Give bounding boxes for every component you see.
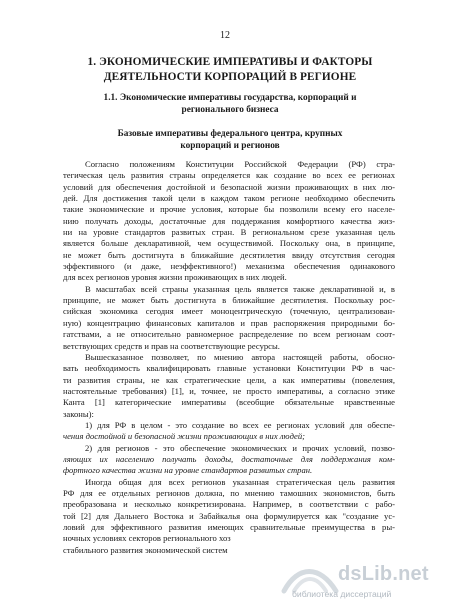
text-line: 2) для регионов - это обеспечение экономических и прочих условий, позво- bbox=[85, 442, 395, 453]
watermark bbox=[292, 563, 429, 600]
text-line: ветствующих средств и прав на соответствующие ресурсы. bbox=[63, 340, 280, 351]
text-line: законы): bbox=[63, 408, 94, 419]
page-number: 12 bbox=[220, 30, 230, 41]
text-line: принципе, не может быть достигнута в ближайшие десятилетия. Поскольку рос- bbox=[63, 295, 395, 306]
watermark-subtitle: библиотека диссертаций bbox=[292, 589, 392, 599]
text-line: 1) для РФ в целом - это создание во всех ее регионах условий для обеспе- bbox=[85, 419, 395, 430]
text-line: эффективного (и даже, неэффективного!) механизма обеспечения одинакового bbox=[63, 261, 395, 272]
section-title: 1.1. Экономические императивы государства, корпораций и регионального бизнеса bbox=[103, 93, 357, 115]
text-line: такие экономические и прочие условия, которые бы позволили всему его населе- bbox=[63, 204, 395, 215]
text-line: гатствами, а не относительно равномерное распределение по всем регионам соот- bbox=[63, 329, 395, 340]
text-line: сийская экономика сегодня имеет моноцентрическую (точечную, централизован- bbox=[63, 306, 395, 317]
text-line: ночных условиях секторов регионального хоз bbox=[63, 533, 231, 544]
text-line: фортного качества жизни на уровне стандартов развитых стран. bbox=[63, 465, 313, 476]
subsection-title: Базовые императивы федерального центра, крупных корпораций и регионов bbox=[117, 129, 343, 151]
text-line: Согласно положениям Конституции Российской Федерации (РФ) стра- bbox=[85, 159, 395, 169]
text-line: дей. Для достижения такой цели в каждом таком регионе необходимо обеспечить bbox=[63, 193, 395, 204]
text-line: стабильного развития экономической систем bbox=[63, 544, 228, 555]
text-line: для всех регионов уровня жизни проживающих в них людей. bbox=[63, 272, 287, 283]
text-line: Вышесказанное позволяет, по мнению автора настоящей работы, обосно- bbox=[85, 351, 395, 362]
body-text bbox=[63, 159, 395, 556]
text-line: ловий для эффективного развития имеющих сравнительные преимущества в ры- bbox=[63, 522, 395, 532]
text-line: не может быть достигнута в ближайшие десятилетия ввиду отсутствия сегодня bbox=[63, 249, 395, 260]
text-line: ни на уровне стандартов развитых стран. В региональном срезе указанная цель bbox=[63, 227, 395, 238]
text-line: ти развития страны, не как стратегические цели, а как императивы (повеления, bbox=[63, 374, 395, 385]
text-line: преобразована и несколько конкретизирована. Например, в соответствии с рабо- bbox=[63, 499, 395, 510]
text-line: условий для обеспечения достойной и безопасной жизни проживающих в них лю- bbox=[63, 181, 395, 192]
chapter-title: 1. ЭКОНОМИЧЕСКИЕ ИМПЕРАТИВЫ И ФАКТОРЫ ДЕЯТЕЛЬНОСТИ КОРПОРАЦИЙ В РЕГИОНЕ bbox=[87, 56, 373, 83]
text-line: Канта [1] категорические императивы (всеобщие обязательные нравственные bbox=[63, 397, 395, 408]
text-line: той [2] для Дальнего Востока и Забайкалья она формулируется как "создание ус- bbox=[63, 510, 395, 521]
text-line: ляющих их населению получать доходы, достаточные для поддержания ком- bbox=[63, 453, 395, 464]
text-line: нию получать доходы, достаточные для поддержания комфортного качества жиз- bbox=[63, 215, 395, 226]
text-line: В масштабах всей страны указанная цель является также декларативной и, в bbox=[85, 283, 395, 294]
text-line: РФ для ее отдельных регионов должна, по мнению тамошних экономистов, быть bbox=[63, 487, 395, 498]
text-line: чения достойной и безопасной жизни проживающих в них людей; bbox=[63, 431, 306, 442]
text-line: Иногда общая для всех регионов указанная стратегическая цель развития bbox=[85, 476, 395, 487]
text-line: вать необходимость квалифицировать главные установки Конституции РФ в час- bbox=[63, 363, 395, 374]
text-line: является больше декларативной, чем осуществимой. Поскольку она, в принципе, bbox=[63, 238, 395, 249]
text-line: ную) концентрацию финансовых капиталов и прав распоряжения природными бо- bbox=[63, 317, 395, 328]
text-line: настоятельные требования) [1], и, точнее, не просто императивы, а согласно этике bbox=[63, 385, 395, 396]
watermark-brand: dsLib.net bbox=[338, 563, 429, 585]
text-line: тегическая цель развития страны определяется как создание во всех ее регионах bbox=[63, 170, 395, 181]
